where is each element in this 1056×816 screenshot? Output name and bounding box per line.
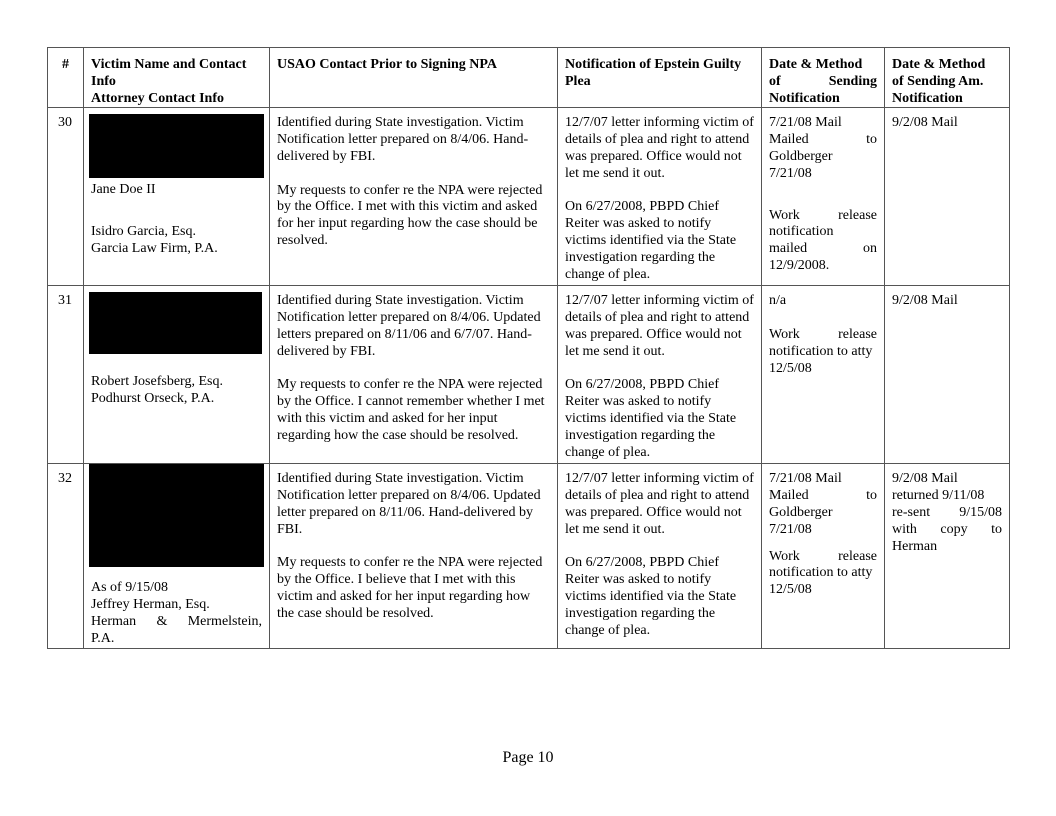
notification-paragraph: On 6/27/2008, PBPD Chief Reiter was asked to notify victims identified via the State investigation regarding the change of plea. <box>565 555 737 638</box>
am-line: returned 9/11/08 <box>892 488 985 504</box>
date-line: n/a <box>769 293 787 309</box>
am-line: Herman <box>892 538 938 554</box>
date-method-am-cell: 9/2/08 Mail <box>885 286 1010 464</box>
row-number: 32 <box>48 464 84 649</box>
header-date-method-am-line3: Notification <box>892 90 963 106</box>
victim-contact-cell <box>84 464 270 649</box>
redaction-block <box>89 464 264 567</box>
row-number: 30 <box>48 108 84 286</box>
law-firm: Podhurst Orseck, P.A. <box>91 391 215 407</box>
notification-paragraph: On 6/27/2008, PBPD Chief Reiter was asked to notify victims identified via the State investigation regarding the change of plea. <box>565 199 737 282</box>
date-line: 7/21/08 Mail <box>769 115 842 131</box>
header-victim-contact <box>84 48 270 108</box>
table-row <box>48 464 1010 649</box>
victim-contact-cell <box>84 286 270 464</box>
date-method-cell <box>762 108 885 286</box>
notification-paragraph: 12/7/07 letter informing victim of details of plea and right to attend was prepared. Office would not let me send it out. <box>565 471 754 537</box>
header-notification-line2: Plea <box>565 73 591 89</box>
date-line: notification <box>769 224 834 240</box>
header-date-method-line2: of Sending <box>769 73 877 89</box>
usao-contact-cell <box>270 464 558 649</box>
date-line: Work release <box>769 207 877 223</box>
date-line: Goldberger <box>769 148 833 164</box>
notification-paragraph: 12/7/07 letter informing victim of details of plea and right to attend was prepared. Office would not let me send it out. <box>565 293 754 359</box>
date-line: 7/21/08 Mail <box>769 471 842 487</box>
date-line: Mailed to <box>769 132 877 148</box>
usao-paragraph: My requests to confer re the NPA were rejected by the Office. I met with this victim and asked for her input regarding how the case should be resolved. <box>277 182 543 248</box>
header-date-method-line3: Notification <box>769 90 840 106</box>
notification-paragraph: 12/7/07 letter informing victim of details of plea and right to attend was prepared. Office would not let me send it out. <box>565 115 754 181</box>
table-row <box>48 286 1010 464</box>
date-line: 12/5/08 <box>769 582 812 598</box>
attorney-name: Isidro Garcia, Esq. <box>91 224 196 240</box>
notification-cell <box>558 108 762 286</box>
header-date-method <box>762 48 885 108</box>
date-line: 7/21/08 <box>769 165 812 181</box>
header-date-method-am <box>885 48 1010 108</box>
victim-name: Jane Doe II <box>91 182 156 198</box>
date-line: 12/9/2008. <box>769 257 830 273</box>
usao-paragraph: Identified during State investigation. Victim Notification letter prepared on 8/4/06. Hand-delivered by FBI. <box>277 115 529 164</box>
attorney-name: Jeffrey Herman, Esq. <box>91 597 210 613</box>
header-victim-line3: Attorney Contact Info <box>91 90 224 106</box>
notification-cell <box>558 464 762 649</box>
law-firm: Garcia Law Firm, P.A. <box>91 240 218 256</box>
header-victim-line2: Info <box>91 73 116 89</box>
page-number: Page 10 <box>502 749 554 766</box>
table-row <box>48 108 1010 286</box>
header-notification-line1: Notification of Epstein Guilty <box>565 57 742 72</box>
usao-paragraph: Identified during State investigation. Victim Notification letter prepared on 8/4/06. Updated letter prepared on 8/11/06. Hand-delivered by FBI. <box>277 471 541 537</box>
date-line: Work release <box>769 548 877 564</box>
date-line: Goldberger <box>769 504 833 520</box>
redaction-block <box>89 292 262 354</box>
date-line: mailed on <box>769 241 877 257</box>
date-line: 12/5/08 <box>769 360 812 376</box>
date-line: notification to atty <box>769 343 873 359</box>
as-of-date: As of 9/15/08 <box>91 580 168 596</box>
row-number: 31 <box>48 286 84 464</box>
victim-notification-table <box>47 47 1010 649</box>
usao-contact-cell <box>270 286 558 464</box>
date-line: Mailed to <box>769 488 877 504</box>
usao-paragraph: My requests to confer re the NPA were rejected by the Office. I cannot remember whether I met with this victim and asked for her input regarding how the case should be resolved. <box>277 377 545 443</box>
notification-cell <box>558 286 762 464</box>
date-line: Work release <box>769 326 877 342</box>
header-date-method-am-line1: Date & Method <box>892 57 986 72</box>
header-date-method-line1: Date & Method <box>769 57 863 72</box>
am-line: with copy to <box>892 521 1002 537</box>
usao-contact-cell <box>270 108 558 286</box>
date-line: 7/21/08 <box>769 521 812 537</box>
am-line: 9/2/08 Mail <box>892 471 958 487</box>
usao-paragraph: Identified during State investigation. Victim Notification letter prepared on 8/4/06. Updated letters prepared on 8/11/06 and 6/7/07. Hand-delivered by FBI. <box>277 293 541 359</box>
header-number: # <box>48 48 84 108</box>
law-firm-suffix: P.A. <box>91 630 115 646</box>
redaction-block <box>89 114 264 178</box>
usao-paragraph: My requests to confer re the NPA were rejected by the Office. I believe that I met with this victim and asked for her input regarding how the case should be resolved. <box>277 555 543 621</box>
header-victim-line1: Victim Name and Contact <box>91 57 247 72</box>
attorney-name: Robert Josefsberg, Esq. <box>91 374 223 390</box>
header-date-method-am-line2: of Sending Am. <box>892 73 984 89</box>
date-method-am-cell <box>885 464 1010 649</box>
date-line: notification to atty <box>769 565 873 581</box>
date-method-cell <box>762 286 885 464</box>
am-line: re-sent 9/15/08 <box>892 504 1002 520</box>
date-method-cell <box>762 464 885 649</box>
victim-contact-cell <box>84 108 270 286</box>
header-usao-contact: USAO Contact Prior to Signing NPA <box>270 48 558 108</box>
notification-paragraph: On 6/27/2008, PBPD Chief Reiter was asked to notify victims identified via the State investigation regarding the change of plea. <box>565 377 737 460</box>
law-firm: Herman & Mermelstein, <box>91 613 262 629</box>
header-notification <box>558 48 762 108</box>
header-row <box>48 48 1010 108</box>
date-method-am-cell: 9/2/08 Mail <box>885 108 1010 286</box>
